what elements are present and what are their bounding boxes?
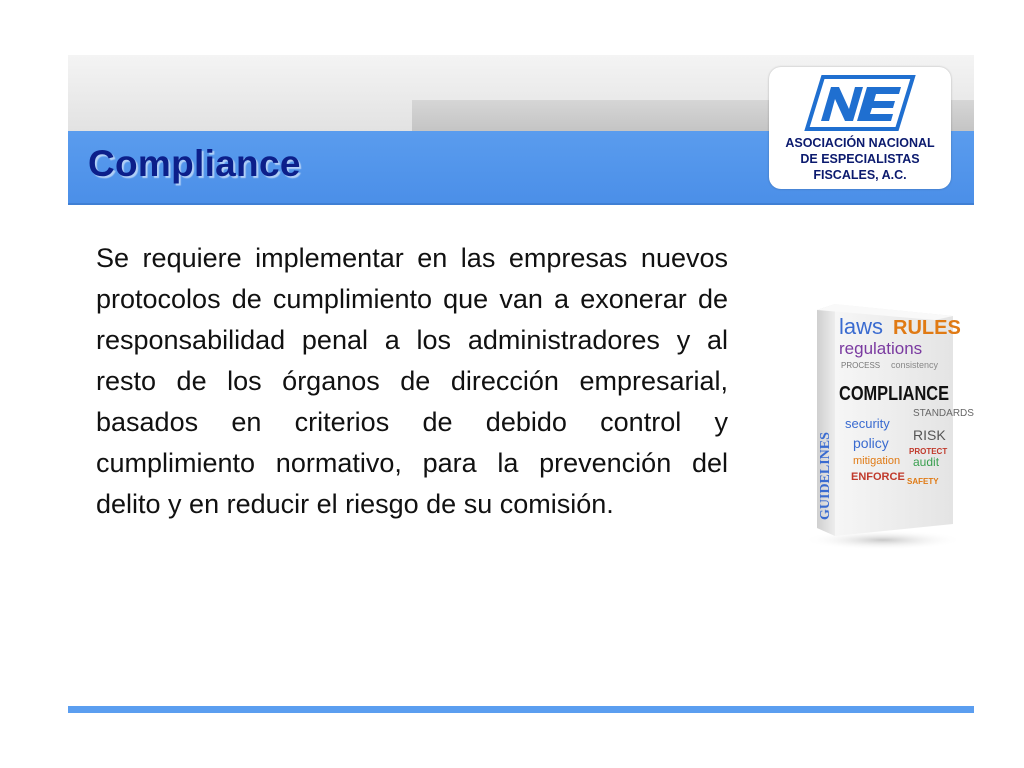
box-word-10: RISK [913, 427, 946, 443]
box-word-15: SAFETY [907, 477, 939, 486]
box-word-16: GUIDELINES [818, 432, 833, 520]
organization-name-line1: ASOCIACIÓN NACIONAL [785, 136, 935, 150]
ane-logo-mark-icon [805, 75, 915, 131]
organization-name-line2: DE ESPECIALISTAS [800, 152, 920, 166]
organization-name [769, 135, 951, 183]
footer-bar [68, 706, 974, 713]
body-paragraph: Se requiere implementar en las empresas nuevos protocolos de cumplimiento que van a exonerar de responsabilidad penal a los administradores y al resto de los órganos de dirección empresarial, basados en criterios de debido control y cumplimiento normativo, para la prevención del delito y en reducir el riesgo de su comisión. [96, 243, 728, 519]
box-word-6: COMPLIANCE [839, 383, 949, 405]
box-word-3: regulations [839, 339, 923, 358]
box-word-8: security [845, 416, 890, 431]
slide-title: Compliance [88, 143, 301, 184]
box-word-11: mitigation [853, 455, 901, 467]
box-word-5: consistency [891, 360, 939, 370]
box-word-7: STANDARDS [913, 408, 974, 419]
organization-logo [769, 67, 951, 189]
box-word-12: audit [913, 455, 940, 469]
title-band-divider [68, 203, 974, 205]
box-word-14: PROTECT [909, 447, 948, 456]
box-word-13: ENFORCE [851, 471, 905, 483]
box-word-9: policy [853, 435, 889, 451]
box-word-4: PROCESS [841, 361, 881, 370]
organization-name-line3: FISCALES, A.C. [813, 168, 907, 182]
box-word-2: RULES [893, 317, 961, 339]
box-word-1: laws [839, 314, 884, 339]
compliance-box-image [795, 300, 974, 552]
